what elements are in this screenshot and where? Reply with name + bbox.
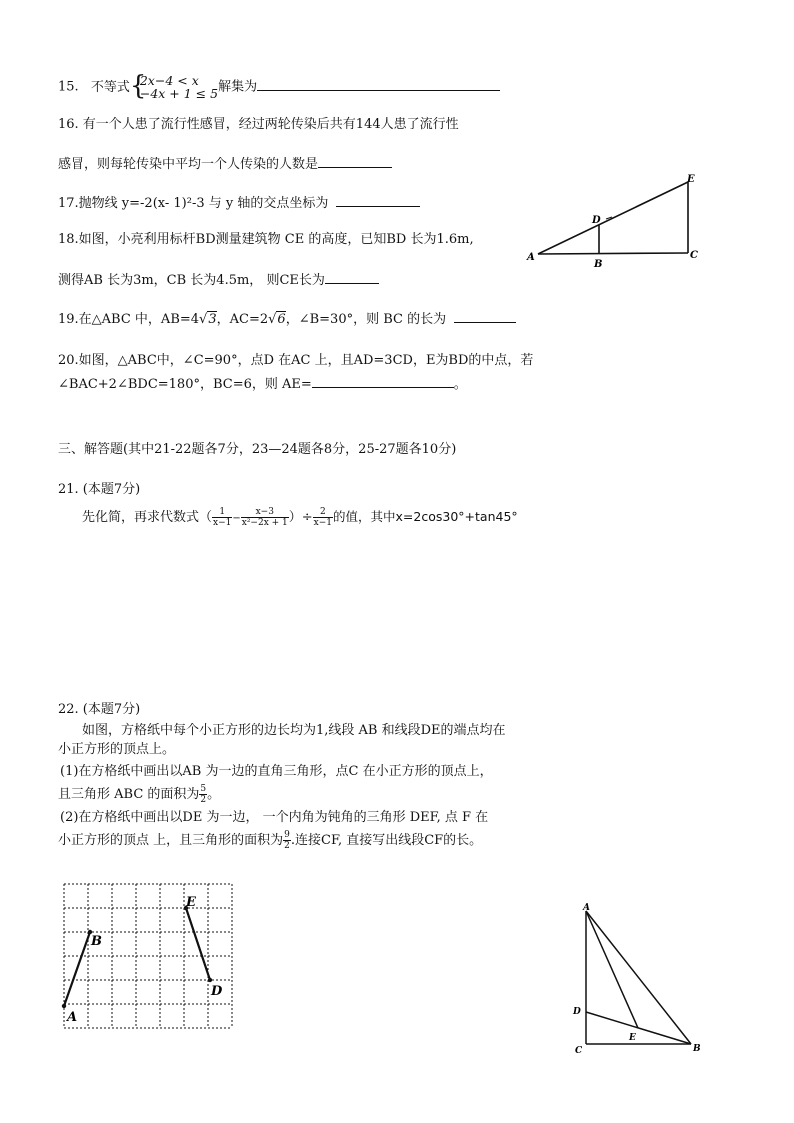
question-18-line-2 [58,271,379,289]
question-18-line-1: 18.如图，小亮利用标杆BD测量建筑物 CE 的高度，已知BD 长为1.6m, [58,232,474,247]
question-15 [58,71,500,101]
question-22-part-1a: (1)在方格纸中画出以AB 为一边的直角三角形，点C 在小正方形的顶点上， [60,764,493,779]
q21-div: ）÷ [288,510,313,525]
q18-answer-blank[interactable] [325,271,379,284]
q18-label-c: C [690,250,698,261]
q18-line-2-text: 测得AB 长为3m，CB 长为4.5m， 则CE长为 [58,273,325,288]
question-21-header: 21. (本题7分) [58,482,141,497]
q22-p1-numerator: 5 [200,784,207,794]
q22-p2-fraction [283,830,291,851]
q21-fraction-1 [212,507,232,528]
q21-minus: − [232,513,241,524]
q18-line-ac [538,253,688,254]
q21-f3-numerator: 2 [313,507,333,518]
q22-point-a [62,1004,66,1008]
q17-answer-blank[interactable] [336,194,420,207]
question-21-body [82,506,518,530]
q18-label-b: B [594,259,603,270]
question-20-line-2 [58,375,467,393]
q18-figure [520,170,710,270]
q22-grid-figure [56,878,242,1030]
q19-sqrt-sign-1: √ [199,312,208,327]
question-20-line-1: 20.如图，△ABC中，∠C=90°，点D 在AC 上，且AD=3CD，E为BD的中点，若 [58,353,534,368]
question-19 [58,310,516,328]
q19-radicand-1: 3 [208,312,217,327]
q18-line-ae [538,182,688,254]
q22-p2b-text: 小正方形的顶点 上，且三角形的面积为 [58,833,284,848]
q20-line-2-text: ∠BAC+2∠BDC=180°，BC=6，则 AE= [58,377,312,392]
q15-answer-blank[interactable] [257,78,500,91]
question-22-intro-2: 小正方形的顶点上。 [58,742,176,757]
q21-f1-denominator: x−1 [213,518,232,528]
q15-number: 15. [58,79,79,95]
q15-inequality-system [129,71,219,101]
q22-p1-fraction [199,784,207,805]
q17-text: 17.抛物线 y=-2(x- 1)²-3 与 y 轴的交点坐标为 [58,196,329,211]
question-16-line-2 [58,155,392,173]
q22-p1-denominator: 2 [200,795,207,805]
q20-label-c: C [575,1046,583,1056]
q22-p2-end: .连接CF, 直接写出线段CF的长。 [290,833,483,848]
q20-triangle-figure [566,898,706,1060]
q20-end: 。 [453,377,467,392]
q20-label-a: A [583,903,590,913]
q21-suffix: 的值，其中x=2cos30°+tan45° [333,509,518,524]
q21-f3-denominator: x−1 [313,518,333,528]
q19-answer-blank[interactable] [454,310,516,323]
q20-answer-blank[interactable] [312,375,454,388]
q15-ineq-2: −4x + 1 ≤ 5 [139,86,219,101]
section-3-title: 三、解答题(其中21-22题各7分，23—24题各8分，25-27题各10分) [58,442,457,457]
question-22-part-2a: (2)在方格纸中画出以DE 为一边， 一个内角为钝角的三角形 DEF, 点 F 在 [60,810,489,825]
q19-suffix: ，∠B=30°，则 BC 的长为 [285,312,447,327]
q19-radicand-2: 6 [277,312,286,327]
q21-prefix: 先化简，再求代数式（ [82,510,213,525]
q21-fraction-3 [313,507,333,528]
q19-sqrt-sign-2: √ [268,312,277,327]
q16-line-2-text: 感冒，则每轮传染中平均一个人传染的人数是 [58,157,319,172]
q15-brace: { [129,71,147,101]
q22-p1b-text: 且三角形 ABC 的面积为 [58,787,200,802]
q20-segment-ae [586,911,638,1028]
q22-segment-de [186,908,210,980]
q22-grid-lines [64,884,232,1028]
q20-label-d: D [573,1007,581,1017]
q21-f2-denominator: x²−2x + 1 [241,518,288,528]
q22-label-a: A [67,1010,78,1025]
question-16-line-1: 16. 有一个人患了流行性感冒，经过两轮传染后共有144人患了流行性 [58,117,459,132]
q15-label: 不等式 [90,79,130,95]
question-22-intro-1: 如图，方格纸中每个小正方形的边长均为1,线段 AB 和线段DE的端点均在 [82,723,506,738]
q22-point-d [208,978,212,982]
q16-answer-blank[interactable] [318,155,392,168]
q22-label-e: E [186,895,196,910]
q22-p2-numerator: 9 [284,830,290,840]
q15-suffix: 解集为 [218,79,258,95]
q22-p1-end: 。 [207,787,221,802]
q20-side-ab [586,911,691,1044]
q20-label-e: E [629,1033,636,1043]
q22-label-d: D [211,984,223,999]
q20-label-b: B [693,1044,701,1054]
q22-label-b: B [91,934,102,949]
q19-prefix: 19.在△ABC 中，AB=4 [58,312,200,327]
q21-f2-numerator: x−3 [241,507,289,518]
q18-label-e: E [687,174,695,185]
q22-segment-ab [64,932,90,1006]
q18-label-d: D [592,215,601,226]
q18-label-a: A [527,252,535,263]
q21-f1-numerator: 1 [212,507,232,518]
q15-ineq-1: 2x−4 < x [139,73,199,88]
q19-mid: ，AC=2 [216,312,269,327]
question-22-part-2b [58,830,482,852]
q21-fraction-2 [241,507,289,528]
q22-p2-denominator: 2 [284,841,290,851]
question-22-header: 22. (本题7分) [58,702,141,717]
q20-segment-db [586,1012,691,1044]
question-22-part-1b [58,784,220,806]
question-17 [58,194,420,212]
